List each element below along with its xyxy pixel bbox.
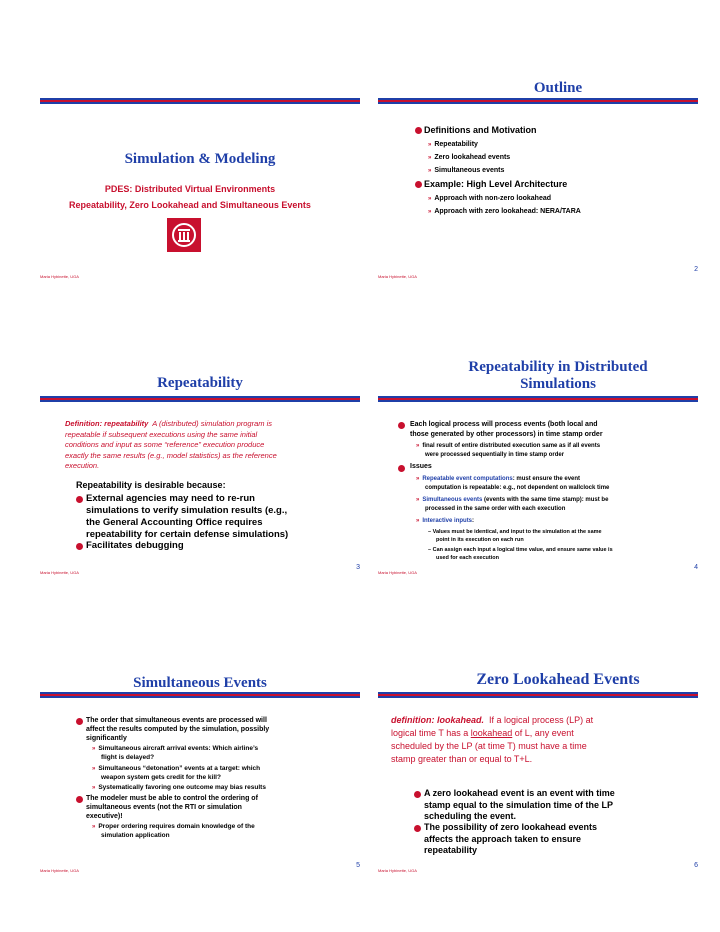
slide-title: Repeatability in Distributed Simulations <box>468 359 648 392</box>
slide-rule <box>40 396 360 402</box>
bullet-icon <box>414 825 421 832</box>
definition-text: definition: lookahead. If a logical process (LP) at logical time T has a lookahead of L, any event scheduled by the LP (at time T) must have a time stamp greater than or equal to T+L. <box>391 715 594 764</box>
footer-text: Maria Hybinette, UGA <box>378 274 417 279</box>
bullet-subitem: » Systematically favoring one outcome may bias results <box>92 784 266 791</box>
outline-subitem: » Approach with non-zero lookahead <box>428 195 552 202</box>
outline-subitem: » Approach with zero lookahead: NERA/TARA <box>428 208 581 215</box>
bullet-subitem: » Simultaneous “detonation” events at a target: which weapon system gets credit for the kill? <box>92 765 261 781</box>
slide-title: Simulation & Modeling <box>124 151 276 167</box>
dash-item: – Values must be identical, and input to the simulation at the same point in its execution on each run <box>428 529 602 543</box>
outline-subitem: » Zero lookahead events <box>428 154 511 161</box>
page-number: 4 <box>694 564 698 571</box>
lead-text: Repeatability is desirable because: <box>76 480 226 490</box>
slide-rule <box>378 98 698 104</box>
bullet-text: External agencies may need to re-run simulations to verify simulation results (e.g., the General Accounting Office requires repeatability for certain defense simulations) <box>86 493 289 540</box>
bullet-icon <box>415 181 422 188</box>
slide-3 <box>40 348 360 578</box>
bullet-text: The order that simultaneous events are processed will affect the results computed by the simulation, possibly significantly <box>86 717 270 742</box>
university-logo-icon <box>167 218 201 252</box>
bullet-subitem: » Repeatable event computations: must ensure the event computation is repeatable: e.g., not dependent on wallclock time <box>416 476 610 491</box>
slide-2 <box>378 50 698 280</box>
dash-item: – Can assign each input a logical time value, and ensure same value is used for each execution <box>428 547 613 561</box>
slide-title: Repeatability <box>157 375 243 391</box>
slide-4 <box>378 348 698 578</box>
slide-title: Outline <box>533 80 583 96</box>
slide-rule <box>378 692 698 698</box>
slide-rule <box>40 98 360 104</box>
outline-subitem: » Simultaneous events <box>428 167 505 174</box>
slide-rule <box>378 396 698 402</box>
page-number: 2 <box>694 266 698 273</box>
outline-item: Example: High Level Architecture <box>424 179 568 189</box>
bullet-icon <box>415 127 422 134</box>
bullet-text: Issues <box>410 463 432 470</box>
bullet-text: A zero lookahead event is an event with time stamp equal to the simulation time of the LP scheduling the event. <box>424 788 615 821</box>
definition-text: Definition: repeatability A (distributed) simulation program is repeatable if subsequent executions using the same initial conditions and input as some “reference” execution produce exactly the same results (e.g., model statistics) as the reference execution. <box>65 419 277 470</box>
bullet-icon <box>76 718 83 725</box>
bullet-subitem: » final result of entire distributed execution same as if all events were processed sequentially in time stamp order <box>416 443 601 458</box>
slide-title: Zero Lookahead Events <box>476 671 640 688</box>
footer-text: Maria Hybinette, UGA <box>378 570 417 575</box>
subtitle-line: PDES: Distributed Virtual Environments <box>104 184 276 194</box>
outline-item: Definitions and Motivation <box>424 125 537 135</box>
bullet-text: Each logical process will process events (both local and those generated by other processors) in time stamp order <box>410 421 603 438</box>
bullet-icon <box>398 465 405 472</box>
subtitle-line: Repeatability, Zero Lookahead and Simultaneous Events <box>69 200 311 210</box>
bullet-subitem: » Interactive inputs: <box>416 518 475 524</box>
page-number: 6 <box>694 862 698 869</box>
slide-rule <box>40 692 360 698</box>
bullet-icon <box>414 791 421 798</box>
bullet-text: The modeler must be able to control the ordering of simultaneous events (not the RTI or simulation executive)! <box>86 795 258 820</box>
slide-1 <box>40 50 360 280</box>
bullet-text: Facilitates debugging <box>86 540 184 551</box>
bullet-subitem: » Simultaneous aircraft arrival events: Which airline’s flight is delayed? <box>92 745 259 761</box>
slide-5 <box>40 644 360 874</box>
bullet-subitem: » Simultaneous events (events with the same time stamp): must be processed in the same order with each execution <box>416 497 609 512</box>
bullet-text: The possibility of zero lookahead events affects the approach taken to ensure repeatability <box>424 822 598 855</box>
footer-text: Maria Hybinette, UGA <box>40 570 79 575</box>
bullet-icon <box>76 496 83 503</box>
footer-text: Maria Hybinette, UGA <box>40 868 79 873</box>
bullet-icon <box>398 422 405 429</box>
outline-subitem: » Repeatability <box>428 141 478 148</box>
footer-text: Maria Hybinette, UGA <box>378 868 417 873</box>
footer-text: Maria Hybinette, UGA <box>40 274 79 279</box>
slide-title: Simultaneous Events <box>133 675 267 691</box>
bullet-icon <box>76 796 83 803</box>
slide-6 <box>378 644 698 874</box>
page-number: 5 <box>356 862 360 869</box>
bullet-icon <box>76 543 83 550</box>
page-number: 3 <box>356 564 360 571</box>
bullet-subitem: » Proper ordering requires domain knowledge of the simulation application <box>92 823 255 839</box>
